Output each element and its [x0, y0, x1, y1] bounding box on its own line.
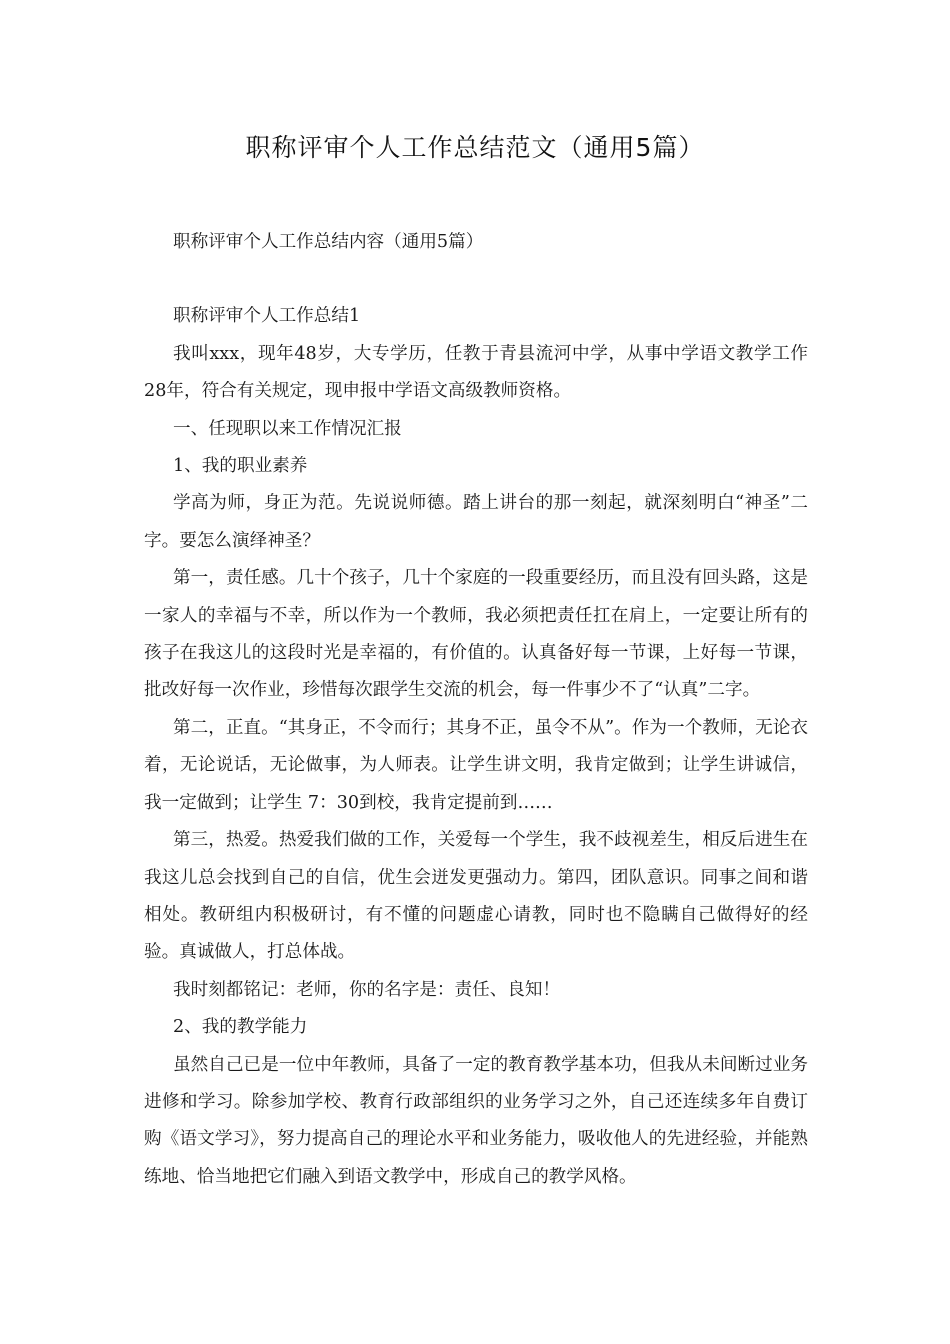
paragraph: 学高为师，身正为范。先说说师德。踏上讲台的那一刻起，就深刻明白“神圣”二字。要怎么演绎神圣？: [144, 493, 808, 551]
section-heading: 一、任现职以来工作情况汇报: [173, 418, 402, 439]
paragraph: 第二，正直。“其身正，不令而行；其身不正，虽令不从”。作为一个教师，无论衣着，无论说话，无论做事，为人师表。让学生讲文明，我肯定做到；让学生讲诚信，我一定做到；让学生 7：30到校，我肯定提前到……: [144, 717, 808, 813]
document-subtitle: 职称评审个人工作总结内容（通用5篇）: [173, 232, 484, 252]
subsection-heading: 1、我的职业素养: [173, 456, 308, 477]
subsection-heading: 2、我的教学能力: [173, 1017, 308, 1038]
paragraph: 第一，责任感。几十个孩子，几十个家庭的一段重要经历，而且没有回头路，这是一家人的幸福与不幸，所以作为一个教师，我必须把责任扛在肩上，一定要让所有的孩子在我这儿的这段时光是幸福的，有价值的。认真备好每一节课，上好每一节课，批改好每一次作业，珍惜每次跟学生交流的机会，每一件事少不了“认真”二字。: [144, 568, 808, 701]
section-heading: 职称评审个人工作总结1: [173, 306, 361, 327]
document-body: [144, 224, 808, 1196]
document-title: 职称评审个人工作总结范文（通用5篇）: [245, 133, 705, 162]
paragraph: 第三，热爱。热爱我们做的工作，关爱每一个学生，我不歧视差生，相反后进生在我这儿总会找到自己的自信，优生会迸发更强动力。第四，团队意识。同事之间和谐相处。教研组内积极研讨，有不懂的问题虚心请教，同时也不隐瞒自己做得好的经验。真诚做人，打总体战。: [144, 830, 808, 963]
paragraph: 虽然自己已是一位中年教师，具备了一定的教育教学基本功，但我从未间断过业务进修和学习。除参加学校、教育行政部组织的业务学习之外，自己还连续多年自费订购《语文学习》，努力提高自己的理论水平和业务能力，吸收他人的先进经验，并能熟练地、恰当地把它们融入到语文教学中，形成自己的教学风格。: [144, 1054, 808, 1187]
paragraph: 我时刻都铭记：老师，你的名字是：责任、良知！: [173, 979, 561, 1000]
paragraph: 我叫xxx，现年48岁，大专学历，任教于青县流河中学，从事中学语文教学工作28年，符合有关规定，现申报中学语文高级教师资格。: [144, 343, 808, 402]
